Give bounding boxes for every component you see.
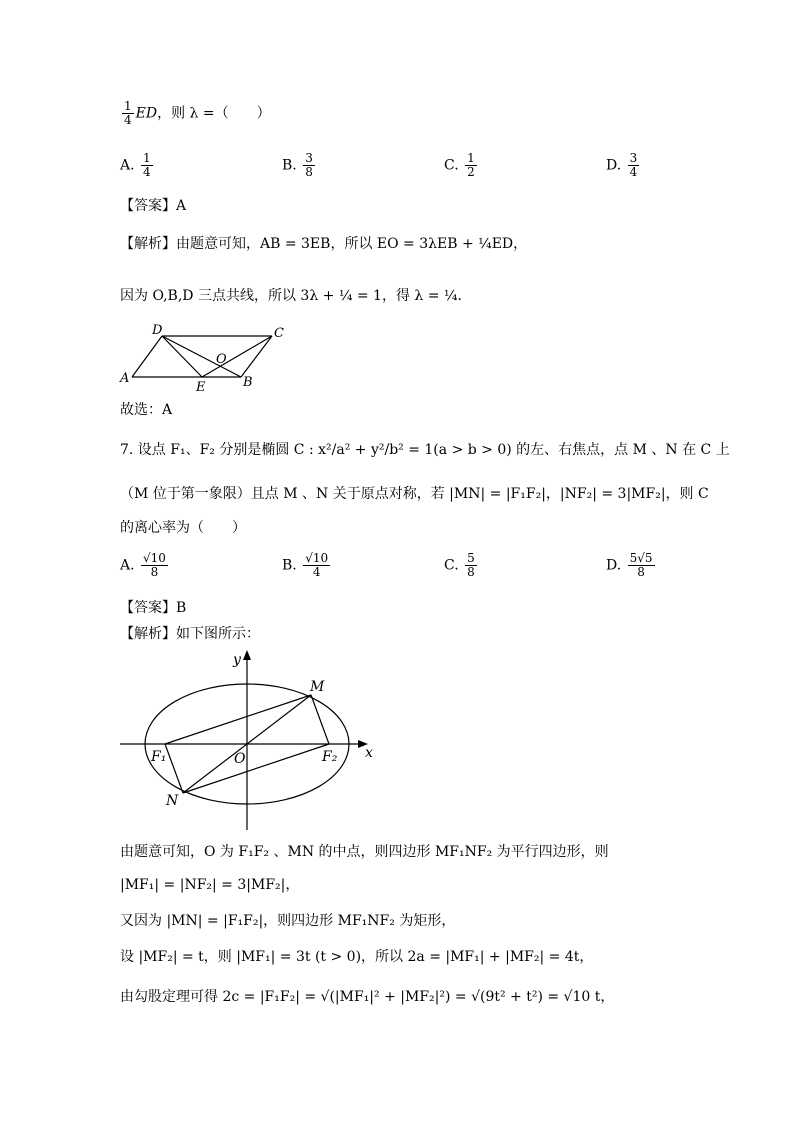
q7-analysis-line-5: 由勾股定理可得 2c = |F₁F₂| = √(|MF₁|² + |MF₂|²) = √(9t² + t²) = √10 t，: [120, 989, 615, 1005]
q6-option-c: C. $\frac{1}{2}$: [444, 151, 475, 179]
q6-choice: 故选：A: [120, 402, 173, 418]
label-o: O: [234, 751, 246, 767]
label-d: D: [152, 323, 163, 338]
q7-option-a: A. $\frac{√10}{8}$: [120, 551, 166, 579]
q6-analysis-2: 因为 O,B,D 三点共线，所以 3λ + ¼ = 1，得 λ = ¼.: [120, 288, 462, 304]
q7-analysis-line-2: |MF₁| = |NF₂| = 3|MF₂|，: [120, 877, 300, 893]
label-e: E: [196, 380, 206, 392]
q7-analysis-line-3: 又因为 |MN| = |F₁F₂|，则四边形 MF₁NF₂ 为矩形，: [120, 913, 456, 929]
q7-ellipse-figure: [118, 648, 380, 832]
label-m: M: [310, 679, 325, 695]
q7-option-d: D. $\frac{5√5}{8}$: [606, 551, 653, 579]
edge-ad: [132, 336, 162, 377]
label-a: A: [120, 371, 130, 386]
q6-option-a: A. $\frac{1}{4}$: [120, 151, 151, 179]
segment-db: [162, 336, 241, 377]
q6-option-b: B. $\frac{3}{8}$: [282, 151, 313, 179]
label-c: C: [274, 326, 284, 341]
edge-cb: [241, 336, 272, 377]
q7-analysis-head: 【解析】如下图所示：: [120, 626, 260, 642]
q7-answer: 【答案】B: [120, 600, 187, 616]
label-y: y: [233, 652, 241, 668]
q7-stem-3: 的离心率为（ ）: [120, 520, 246, 536]
q6-option-d: D. $\frac{3}{4}$: [606, 151, 638, 179]
q7-stem-2: （M 位于第一象限）且点 M 、N 关于原点对称，若 |MN| = |F₁F₂|，|NF₂| = 3|MF₂|，则 C: [120, 486, 709, 502]
q7-stem-1: 7. 设点 F₁、F₂ 分别是椭圆 C : x²/a² + y²/b² = 1(a > b > 0) 的左、右焦点，点 M 、N 在 C 上: [120, 442, 730, 458]
q7-analysis-line-4: 设 |MF₂| = t，则 |MF₁| = 3t (t > 0)，所以 2a = |MF₁| + |MF₂| = 4t，: [120, 949, 594, 965]
segment-f2n: [183, 744, 329, 793]
q7-analysis-line-1: 由题意可知，O 为 F₁F₂ 、MN 的中点，则四边形 MF₁NF₂ 为平行四边形，则: [120, 844, 609, 860]
segment-f1m: [165, 695, 311, 744]
label-f2: F₂: [322, 749, 338, 765]
q6-lead-fraction: $\frac{1}{4}$: [124, 99, 132, 127]
label-b: B: [243, 375, 253, 390]
q6-parallelogram-figure: [118, 320, 298, 392]
q7-option-b: B. $\frac{√10}{4}$: [282, 551, 329, 579]
q6-vector-ed: ED: [135, 105, 158, 122]
segment-ce: [202, 336, 272, 377]
segment-de: [162, 336, 202, 377]
q6-tail-line: [120, 100, 271, 127]
y-axis-arrow: [243, 650, 251, 660]
label-x: x: [365, 745, 373, 761]
q6-analysis-1: 【解析】由题意可知，AB = 3EB，所以 EO = 3λEB + ¼ED，: [120, 236, 528, 252]
q6-tail-text: ，则 λ =（ ）: [157, 105, 271, 122]
label-f1: F₁: [151, 749, 167, 765]
q6-answer: 【答案】A: [120, 198, 187, 214]
q7-option-c: C. $\frac{5}{8}$: [444, 551, 475, 579]
label-o: O: [216, 352, 227, 367]
label-n: N: [166, 793, 179, 809]
